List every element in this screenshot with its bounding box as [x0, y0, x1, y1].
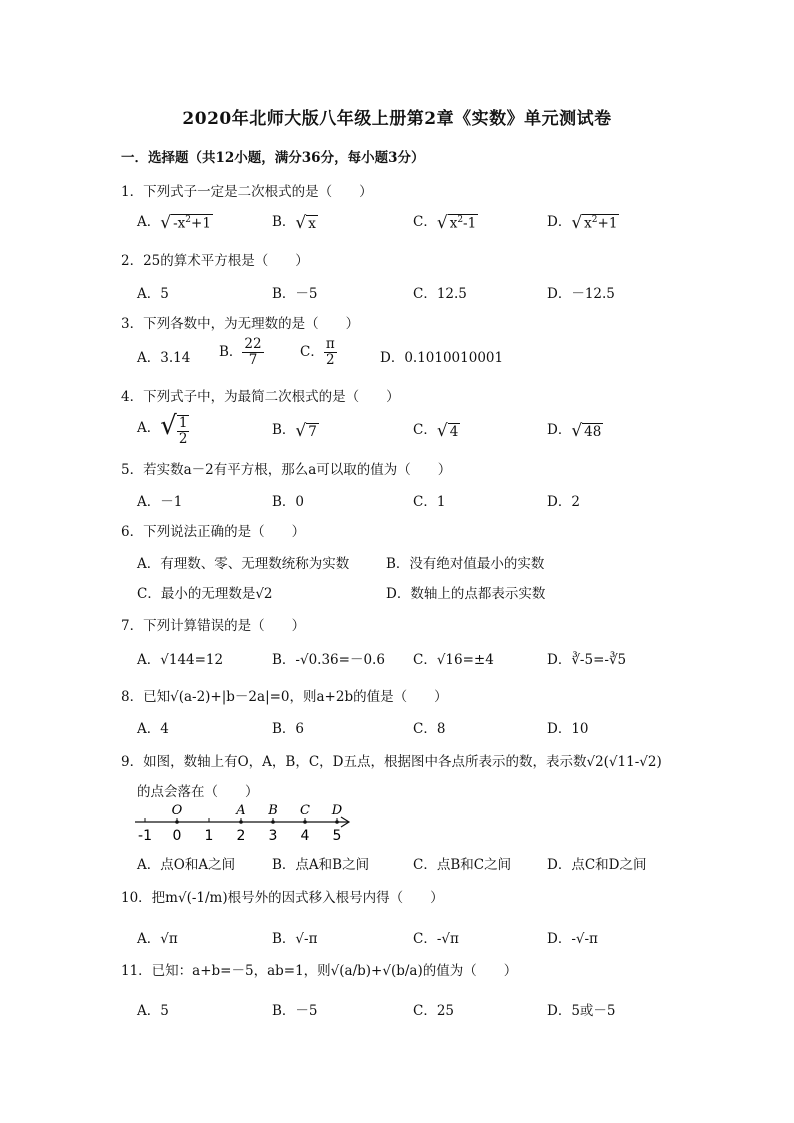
q2-option-a[interactable]: A．5 — [137, 286, 169, 302]
page-title: 2020年北师大版八年级上册第2章《实数》单元测试卷 — [182, 109, 612, 129]
number-line-tick-label: 5 — [332, 828, 342, 844]
number-line-point-label: B — [268, 803, 278, 818]
q9-option-c[interactable]: C．点B和C之间 — [413, 857, 512, 873]
question-8-stem: 8．已知√(a-2)+|b－2a|=0，则a+2b的值是（ ） — [121, 689, 448, 705]
question-4-stem: 4．下列式子中，为最简二次根式的是（ ） — [121, 389, 400, 405]
question-10-stem: 10．把m√(-1/m)根号外的因式移入根号内得（ ） — [121, 890, 444, 906]
number-line-point — [239, 820, 243, 824]
q4-option-b[interactable]: B．√ 7 — [272, 420, 317, 441]
question-7-stem: 7．下列计算错误的是（ ） — [121, 618, 306, 634]
q7-option-c[interactable]: C．√16=±4 — [413, 652, 494, 668]
q10-option-a[interactable]: A．√π — [137, 931, 178, 947]
q10-option-d[interactable]: D．-√-π — [547, 931, 598, 947]
q5-option-a[interactable]: A．－1 — [137, 494, 183, 510]
q4-option-d[interactable]: D．√ 48 — [547, 420, 602, 441]
question-11-stem: 11．已知：a+b=－5，ab=1，则√(a/b)+√(b/a)的值为（ ） — [121, 963, 518, 979]
q6-option-a[interactable]: A．有理数、零、无理数统称为实数 — [137, 556, 350, 572]
question-2-stem: 2．25的算术平方根是（ ） — [121, 253, 309, 269]
q5-option-d[interactable]: D．2 — [547, 494, 580, 510]
q11-option-a[interactable]: A．5 — [137, 1003, 169, 1019]
number-line-point — [271, 820, 275, 824]
number-line-point-label: A — [236, 803, 246, 818]
question-9-stem-cont: 的点会落在（ ） — [137, 784, 259, 800]
question-3-stem: 3．下列各数中，为无理数的是（ ） — [121, 316, 360, 332]
q8-option-b[interactable]: B．6 — [272, 721, 305, 737]
section-heading: 一．选择题（共12小题，满分36分，每小题3分） — [121, 150, 425, 166]
q10-option-b[interactable]: B．√-π — [272, 931, 318, 947]
q5-option-b[interactable]: B．0 — [272, 494, 305, 510]
number-line-tick-label: 3 — [268, 828, 278, 844]
q7-option-d[interactable]: D．∛-5=-∛5 — [547, 652, 627, 668]
q1-option-b[interactable]: B．√ x — [272, 212, 316, 233]
question-9-stem: 9．如图，数轴上有O，A，B，C，D五点，根据图中各点所表示的数，表示数√2(√11-√2) — [121, 754, 662, 770]
q6-option-d[interactable]: D．数轴上的点都表示实数 — [386, 586, 546, 602]
q6-option-b[interactable]: B．没有绝对值最小的实数 — [386, 556, 545, 572]
q3-option-a[interactable]: A．3.14 — [137, 350, 191, 366]
q3-option-d[interactable]: D．0.1010010001 — [380, 350, 504, 366]
q1-option-c[interactable]: C．√ $x^2-1$ — [413, 212, 477, 233]
q8-option-a[interactable]: A．4 — [137, 721, 169, 737]
number-line-tick-label: 1 — [204, 828, 214, 844]
question-6-stem: 6．下列说法正确的是（ ） — [121, 524, 306, 540]
number-line-point-label: O — [171, 803, 183, 818]
q5-option-c[interactable]: C．1 — [413, 494, 446, 510]
number-line-point — [335, 820, 339, 824]
question-1-stem: 1．下列式子一定是二次根式的是（ ） — [121, 184, 373, 200]
q7-option-a[interactable]: A．√144=12 — [137, 652, 224, 668]
q10-option-c[interactable]: C．-√π — [413, 931, 459, 947]
q11-option-b[interactable]: B．－5 — [272, 1003, 318, 1019]
number-line-point-label: D — [331, 803, 343, 818]
number-line-tick-label: -1 — [138, 828, 152, 844]
q11-option-d[interactable]: D．5或－5 — [547, 1003, 616, 1019]
q9-option-a[interactable]: A．点O和A之间 — [137, 857, 236, 873]
q7-option-b[interactable]: B．-√0.36=－0.6 — [272, 652, 385, 668]
number-line-point — [303, 820, 307, 824]
q3-option-b[interactable]: B． $\frac{22}{7}$ — [219, 336, 262, 368]
number-line-figure — [133, 802, 363, 848]
q2-option-c[interactable]: C．12.5 — [413, 286, 467, 302]
q2-option-d[interactable]: D．－12.5 — [547, 286, 615, 302]
number-line-tick-label: 4 — [300, 828, 310, 844]
number-line-tick-label: 2 — [236, 828, 246, 844]
q9-option-d[interactable]: D．点C和D之间 — [547, 857, 647, 873]
q1-option-d[interactable]: D．√ $x^2+1$ — [547, 212, 618, 233]
question-5-stem: 5．若实数a－2有平方根，那么a可以取的值为（ ） — [121, 462, 452, 478]
q8-option-c[interactable]: C．8 — [413, 721, 446, 737]
q4-option-c[interactable]: C．√ 4 — [413, 420, 459, 441]
number-line-point — [175, 820, 179, 824]
q9-option-b[interactable]: B．点A和B之间 — [272, 857, 370, 873]
q1-option-a[interactable]: A．√ $-x^2+1$ — [137, 212, 211, 233]
number-line-tick-label: 0 — [172, 828, 182, 844]
q6-option-c[interactable]: C．最小的无理数是√2 — [137, 586, 273, 602]
q11-option-c[interactable]: C．25 — [413, 1003, 455, 1019]
q8-option-d[interactable]: D．10 — [547, 721, 589, 737]
q2-option-b[interactable]: B．－5 — [272, 286, 318, 302]
q3-option-c[interactable]: C． $\frac{\pi}{2}$ — [300, 336, 335, 368]
q4-option-a[interactable]: A．√ $\frac{1}{2}$ — [137, 411, 188, 447]
number-line-point-label: C — [300, 803, 310, 818]
